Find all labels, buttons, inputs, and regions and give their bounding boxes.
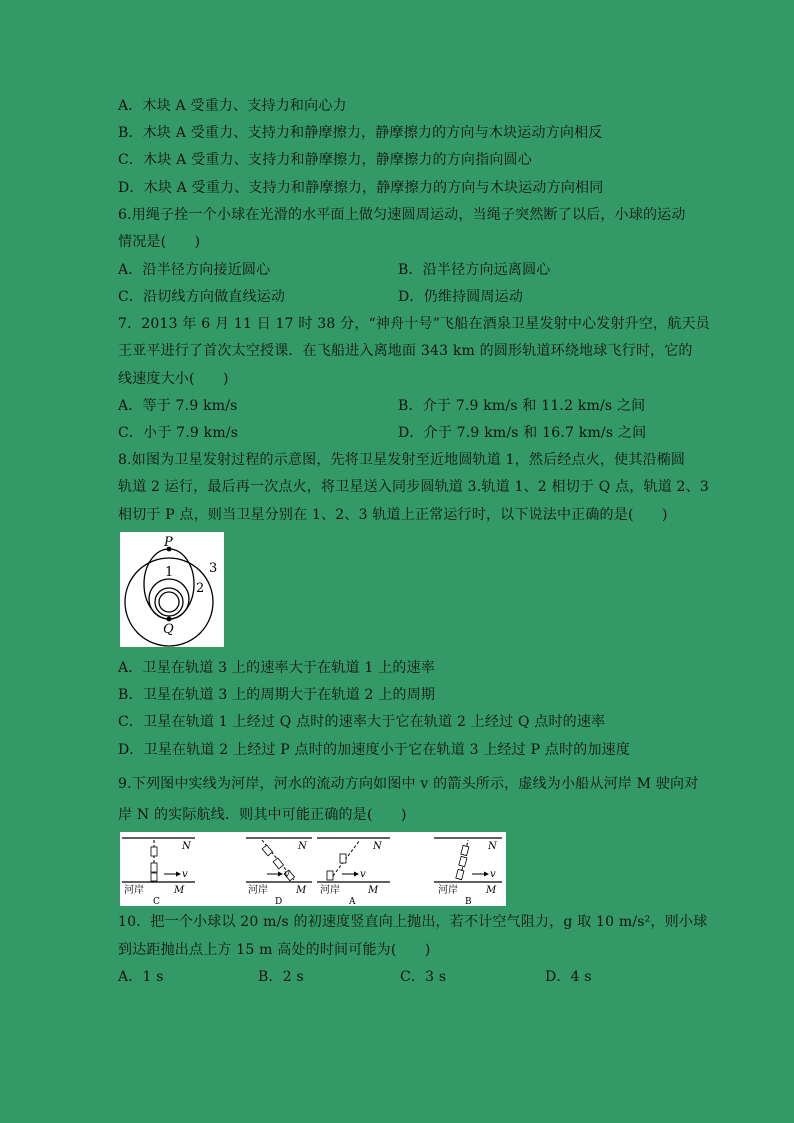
q9-stem-line1: 9.下列图中实线为河岸，河水的流动方向如图中 v 的箭头所示，虚线为小船从河岸 M 驶向对: [118, 776, 699, 792]
q9-stem-line2: 岸 N 的实际航线．则其中可能正确的是( ): [118, 807, 407, 823]
panel-d: [246, 838, 312, 906]
q7-stem-line2: 王亚平进行了首次太空授课．在飞船进入离地面 343 km 的圆形轨道环绕地球飞行时，它的: [118, 343, 693, 359]
q6-option-a: A．沿半径方向接近圆心: [118, 262, 271, 278]
q6-stem-line1: 6.用绳子拴一个小球在光滑的水平面上做匀速圆周运动，当绳子突然断了以后，小球的运动: [118, 207, 686, 223]
q7-option-d: D．介于 7.9 km/s 和 16.7 km/s 之间: [398, 425, 647, 441]
q5-option-d: D．木块 A 受重力、支持力和静摩擦力，静摩擦力的方向与木块运动方向相同: [118, 180, 604, 196]
label-p: P: [164, 535, 173, 550]
label-n: N: [373, 841, 382, 852]
label-v: v: [284, 869, 290, 880]
boat-marker: [459, 856, 467, 866]
panel-b: [434, 838, 502, 906]
label-m: M: [174, 885, 185, 896]
arrow-head-icon: [176, 872, 181, 877]
label-orbit-1: 1: [165, 565, 174, 580]
label-q: Q: [163, 622, 174, 637]
label-v: v: [490, 869, 496, 880]
river-crossing-figure: [120, 832, 506, 906]
q8-option-a: A．卫星在轨道 3 上的速率大于在轨道 1 上的速率: [118, 660, 435, 676]
q10-option-a: A．1 s: [118, 969, 164, 985]
earth: [159, 592, 179, 612]
boat-marker: [461, 845, 469, 855]
label-n: N: [298, 841, 307, 852]
label-orbit-3: 3: [209, 561, 218, 576]
label-bank: 河岸: [248, 885, 268, 896]
label-m: M: [486, 885, 497, 896]
label-v: v: [360, 869, 366, 880]
arrow-head-icon: [354, 872, 359, 877]
arrow-head-icon: [278, 872, 283, 877]
q5-option-b: B．木块 A 受重力、支持力和静摩擦力，静摩擦力的方向与木块运动方向相反: [118, 125, 603, 141]
label-bank: 河岸: [320, 885, 340, 896]
river-crossing-svg: [120, 832, 506, 906]
label-n: N: [488, 841, 497, 852]
q5-option-a: A．木块 A 受重力、支持力和向心力: [118, 98, 347, 114]
q10-stem-line1: 10．把一个小球以 20 m/s 的初速度竖直向上抛出，若不计空气阻力，g 取 10 m/s²，则小球: [118, 914, 708, 930]
boat-marker: [151, 847, 157, 856]
label-n: N: [182, 841, 191, 852]
label-bank: 河岸: [124, 885, 144, 896]
q6-option-d: D．仍维持圆周运动: [398, 289, 524, 305]
panel-label-d: D: [275, 897, 283, 906]
q8-stem-line3: 相切于 P 点，则当卫星分别在 1、2、3 轨道上正常运行时，以下说法中正确的是( ): [118, 507, 668, 523]
q6-option-b: B．沿半径方向远离圆心: [398, 262, 551, 278]
orbit-diagram-svg: [120, 532, 224, 647]
boat-marker: [327, 871, 333, 880]
panel-label-b: B: [465, 897, 472, 906]
q5-option-c: C．木块 A 受重力、支持力和静摩擦力，静摩擦力的方向指向圆心: [118, 152, 532, 168]
label-v: v: [182, 869, 188, 880]
boat-marker: [151, 863, 157, 872]
boat-marker: [262, 845, 272, 856]
boat-marker: [456, 869, 464, 879]
panel-label-a: A: [349, 897, 356, 906]
boat-marker: [340, 854, 346, 863]
q8-option-c: C．卫星在轨道 1 上经过 Q 点时的速率大于它在轨道 2 上经过 Q 点时的速率: [118, 714, 606, 730]
boat-marker: [273, 858, 283, 869]
boat-marker: [151, 873, 157, 881]
q7-stem-line3: 线速度大小( ): [118, 371, 229, 387]
q10-option-c: C．3 s: [400, 969, 447, 985]
q6-stem-line2: 情况是( ): [118, 234, 201, 250]
q7-stem-line1: 7．2013 年 6 月 11 日 17 时 38 分，“神舟十号”飞船在酒泉卫星发射中心发射升空，航天员: [118, 316, 710, 332]
q10-stem-line2: 到达距抛出点上方 15 m 高处的时间可能为( ): [118, 942, 431, 958]
q8-option-b: B．卫星在轨道 3 上的周期大于在轨道 2 上的周期: [118, 687, 436, 703]
q8-option-d: D．卫星在轨道 2 上经过 P 点时的加速度小于它在轨道 3 上经过 P 点时的加速度: [118, 742, 631, 758]
q7-option-c: C．小于 7.9 km/s: [118, 425, 239, 441]
label-m: M: [296, 885, 307, 896]
point-q-marker: [167, 617, 172, 622]
q8-stem-line2: 轨道 2 运行，最后再一次点火，将卫星送入同步圆轨道 3.轨道 1、2 相切于 Q 点，轨道 2、3: [118, 479, 709, 495]
orbit-diagram: [120, 532, 224, 647]
panel-c: [122, 838, 195, 906]
panel-a: [317, 838, 390, 906]
q10-option-b: B．2 s: [258, 969, 304, 985]
panel-label-c: C: [153, 897, 160, 906]
label-m: M: [368, 885, 379, 896]
q7-option-b: B．介于 7.9 km/s 和 11.2 km/s 之间: [398, 398, 646, 414]
arrow-head-icon: [484, 872, 489, 877]
q7-option-a: A．等于 7.9 km/s: [118, 398, 238, 414]
label-orbit-2: 2: [196, 581, 205, 596]
q8-stem-line1: 8.如图为卫星发射过程的示意图，先将卫星发射至近地圆轨道 1，然后经点火，使其沿椭圆: [118, 452, 686, 468]
q6-option-c: C．沿切线方向做直线运动: [118, 289, 286, 305]
q10-option-d: D．4 s: [545, 969, 592, 985]
label-bank: 河岸: [438, 885, 458, 896]
